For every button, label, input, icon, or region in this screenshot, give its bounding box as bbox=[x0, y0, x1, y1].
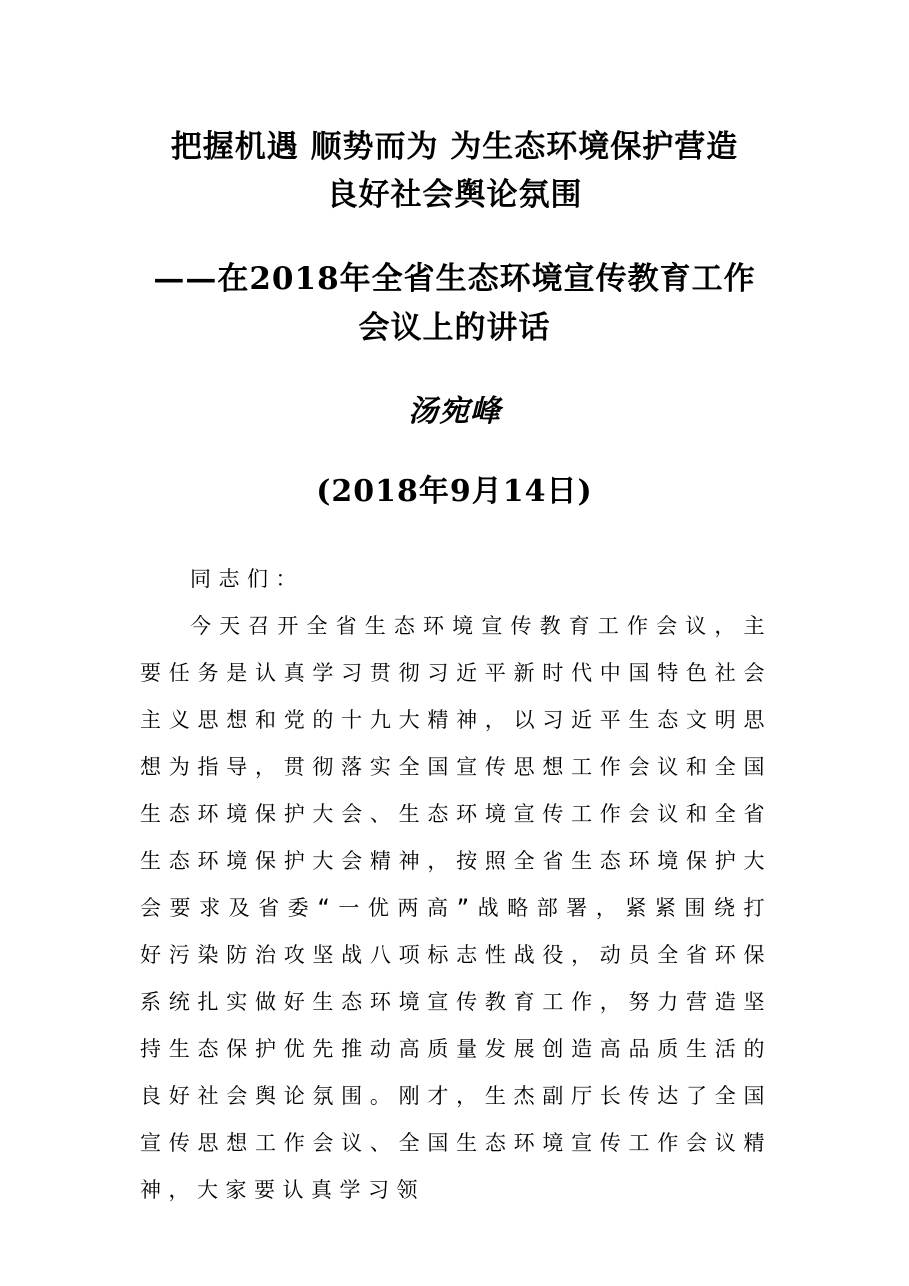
document-subtitle-line-2: 会议上的讲话 bbox=[358, 310, 551, 346]
document-subtitle-line-1: ——在2018年全省生态环境宣传教育工作 bbox=[153, 261, 756, 297]
author-name: 汤宛峰 bbox=[408, 394, 501, 429]
document-title-line-2: 良好社会舆论氛围 bbox=[326, 177, 583, 213]
salutation: 同志们： bbox=[190, 567, 304, 591]
body-paragraph: 今天召开全省生态环境宣传教育工作会议，主要任务是认真学习贯彻习近平新时代中国特色社会主义思想和党的十九大精神，以习近平生态文明思想为指导，贯彻落实全国宣传思想工作会议和全国生态环境保护大会、生态环境宣传工作会议和全省生态环境保护大会精神，按照全省生态环境保护大会要求及省委“一优两高”战略部署，紧紧围绕打好污染防治攻坚战八项标志性战役，动员全省环保系统扎实做好生态环境宣传教育工作，努力营造坚持生态保护优先推动高质量发展创造高品质生活的良好社会舆论氛围。刚才，生杰副厅长传达了全国宣传思想工作会议、全国生态环境宣传工作会议精神，大家要认真学习领 bbox=[140, 614, 772, 1202]
speech-date: (2018年9月14日) bbox=[316, 474, 593, 509]
document-title-line-1: 把握机遇 顺势而为 为生态环境保护营造 bbox=[170, 129, 739, 165]
